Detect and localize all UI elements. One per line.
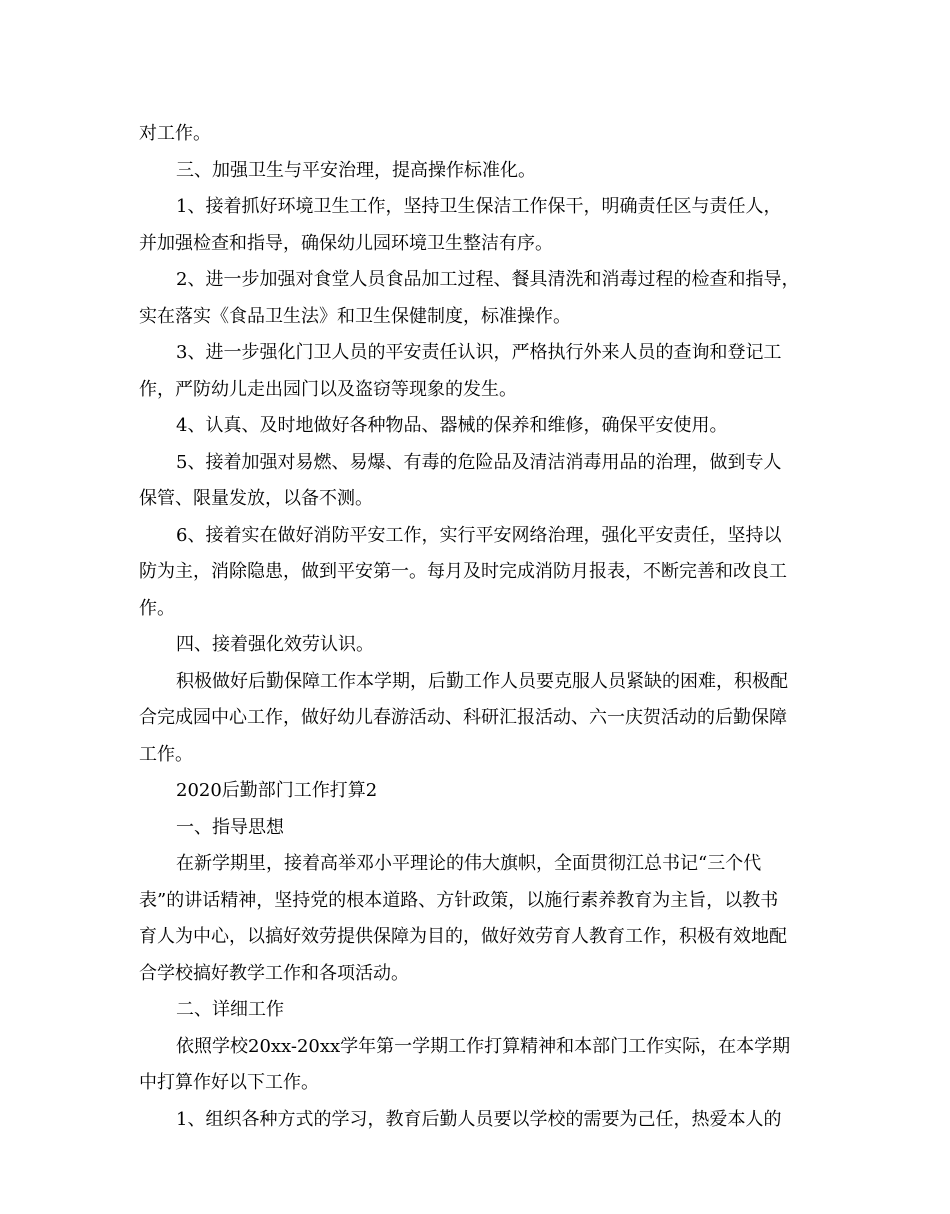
- text-line: 4、认真、及时地做好各种物品、器械的保养和维修，确保平安使用。: [176, 415, 728, 436]
- text-line: 对工作。: [139, 123, 211, 144]
- text-line: 防为主，消除隐患，做到平安第一。每月及时完成消防月报表，不断完善和改良工: [139, 561, 787, 582]
- text-line: 保管、限量发放，以备不测。: [139, 488, 373, 509]
- text-line: 合学校搞好教学工作和各项活动。: [139, 962, 409, 984]
- text-line: 工作。: [139, 743, 193, 765]
- text-line: 2020后勤部门工作打算2: [176, 780, 378, 801]
- text-line: 一、指导思想: [176, 816, 284, 838]
- text-line: 依照学校20xx-20xx学年第一学期工作打算精神和本部门工作实际，在本学期: [176, 1035, 791, 1057]
- text-line: 三、加强卫生与平安治理，提高操作标准化。: [176, 159, 536, 181]
- text-line: 育人为中心，以搞好效劳提供保障为目的，做好效劳育人教育工作，积极有效地配: [139, 926, 787, 947]
- text-line: 二、详细工作: [176, 999, 284, 1020]
- text-line: 1、接着抓好环境卫生工作，坚持卫生保洁工作保干，明确责任区与责任人，: [176, 196, 782, 217]
- text-line: 合完成园中心工作，做好幼儿春游活动、科研汇报活动、六一庆贺活动的后勤保障: [139, 707, 787, 728]
- text-line: 并加强检查和指导，确保幼儿园环境卫生整洁有序。: [139, 232, 553, 254]
- text-line: 四、接着强化效劳认识。: [176, 634, 374, 655]
- text-line: 中打算作好以下工作。: [139, 1072, 319, 1093]
- text-line: 2、进一步加强对食堂人员食品加工过程、餐具清洗和消毒过程的检查和指导，: [176, 269, 800, 290]
- text-line: 积极做好后勤保障工作本学期，后勤工作人员要克服人员紧缺的困难，积极配: [176, 670, 788, 692]
- text-line: 作，严防幼儿走出园门以及盗窃等现象的发生。: [139, 378, 517, 400]
- text-line: 6、接着实在做好消防平安工作，实行平安网络治理，强化平安责任，坚持以: [176, 524, 782, 546]
- document-body: [139, 116, 819, 1138]
- text-line: 作。: [139, 597, 175, 619]
- text-line: 3、进一步强化门卫人员的平安责任认识，严格执行外来人员的查询和登记工: [176, 342, 782, 363]
- text-line: 实在落实《食品卫生法》和卫生保健制度，标准操作。: [139, 305, 571, 327]
- text-line: 5、接着加强对易燃、易爆、有毒的危险品及清洁消毒用品的治理，做到专人: [176, 451, 782, 473]
- text-line: 1、组织各种方式的学习，教育后勤人员要以学校的需要为己任，热爱本人的: [176, 1108, 782, 1130]
- text-line: 表”的讲话精神，坚持党的根本道路、方针政策，以施行素养教育为主旨，以教书: [139, 889, 779, 911]
- text-line: 在新学期里，接着高举邓小平理论的伟大旗帜，全面贯彻江总书记“三个代: [176, 853, 762, 874]
